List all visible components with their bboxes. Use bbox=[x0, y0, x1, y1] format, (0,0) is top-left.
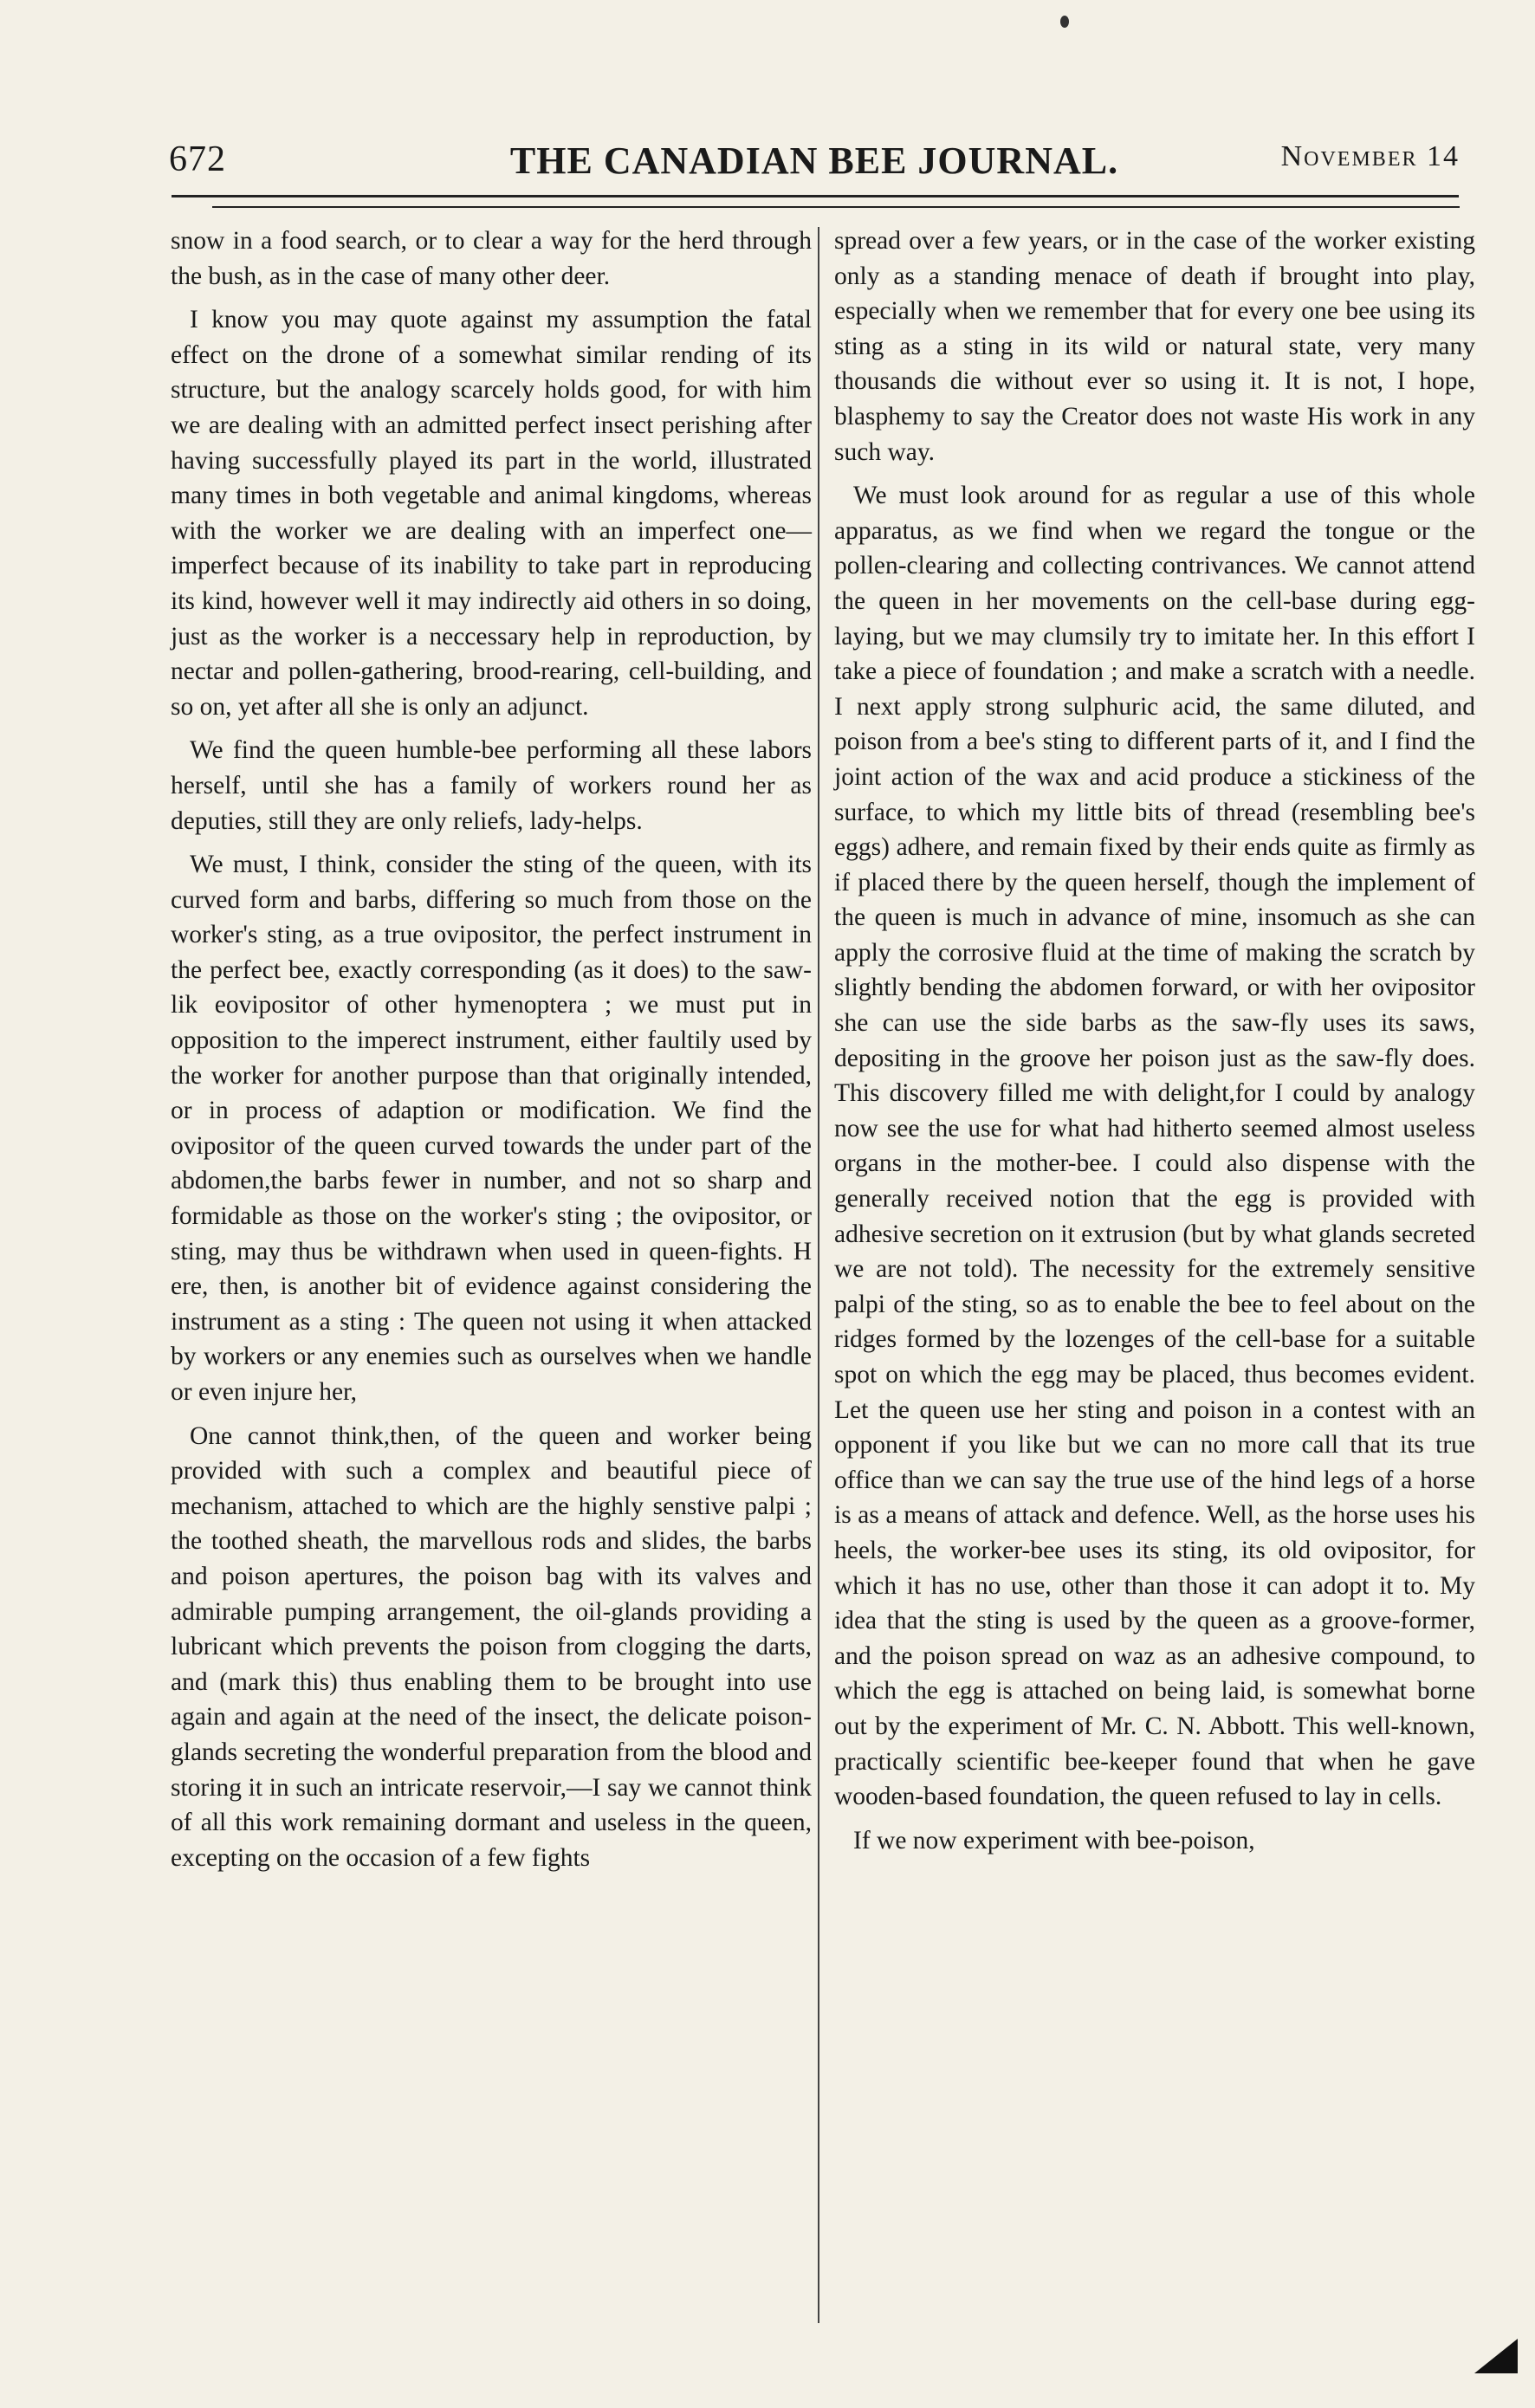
paragraph: We find the queen humble-bee performing all these labors herself, until she has a family of workers round her as deputies, still they are only reliefs, lady-helps. bbox=[171, 736, 812, 835]
paragraph: spread over a few years, or in the case of the worker existing only as a standing menace of death if brought into play, especially when we remember that for every one bee using its sting as a sting in its wild or natural state, very many thousands die without ever so using it. It is not, I hope, blasphemy to say the Creator does not waste His work in any such way. bbox=[834, 227, 1475, 466]
paragraph: If we now experiment with bee-poison, bbox=[853, 1826, 1255, 1855]
paragraph: I know you may quote against my assumption the fatal effect on the drone of a somewhat similar rending of its structure, but the analogy scarcely holds good, for with him we are dealing with an admitted perfect insect perishing after having successfully played its part in the world, illustrated many times in both vegetable and animal kingdoms, whereas with the worker we are dealing with an imperfect one—imperfect because of its inability to take part in reproducing its kind, however well it may indirectly aid others in so doing, just as the worker is a neccessary help in reproduction, by nectar and pollen-gathering, brood-rearing, cell-building, and so on, yet after all she is only an adjunct. bbox=[171, 306, 812, 721]
page-number: 672 bbox=[169, 139, 226, 179]
page-corner-mark bbox=[1474, 2339, 1518, 2373]
right-column bbox=[834, 223, 1475, 1858]
header-rule-secondary bbox=[212, 206, 1460, 208]
column-divider bbox=[818, 227, 819, 2323]
header-rule bbox=[172, 195, 1459, 197]
paragraph: We must look around for as regular a use of this whole apparatus, as we find when we regard the tongue or the pollen-clearing and collecting contrivances. We cannot attend the queen in her movements on the cell-base during egg-laying, but we may clumsily try to imitate her. In this effort I take a piece of foundation ; and make a scratch with a needle. I next apply strong sulphuric acid, the same diluted, and poison from a bee's sting to different parts of it, and I find the joint action of the wax and acid produce a stickiness of the surface, to which my little bits of thread (resembling bee's eggs) adhere, and remain fixed by their ends quite as firmly as if placed there by the queen herself, though the implement of the queen is much in advance of mine, insomuch as she can apply the corrosive fluid at the time of making the scratch by slightly bending the abdomen forward, or with her ovipositor she can use the side barbs as the saw-fly uses its saws, depositing in the groove her poison just as the saw-fly does. This discovery filled me with delight,for I could by analogy now see the use for what had hitherto seemed almost useless organs in the mother-bee. I could also dispense with the generally received notion that the egg is provided with adhesive secretion on it extrusion (but by what glands secreted we are not told). The necessity for the extremely sensitive palpi of the sting, so as to enable the bee to feel about on the ridges formed by the lozenges of the cell-base for a suitable spot on which the egg may be placed, thus becomes evident. Let the queen use her sting and poison in a contest with an opponent if you like but we can no more call that its true office than we can say the true use of the hind legs of a horse is as a means of attack and defence. Well, as the horse uses his heels, the worker-bee uses its sting, its old ovipositor, for which it has no use, other than those it can adopt it to. My idea that the sting is used by the queen as a groove-former, and the poison spread on waz as an adhesive compound, to which the egg is attached on being laid, is somewhat borne out by the experiment of Mr. C. N. Abbott. This well-known, practically scientific bee-keeper found that when he gave wooden-based foundation, the queen refused to lay in cells. bbox=[834, 482, 1475, 1811]
journal-title: THE CANADIAN BEE JOURNAL. bbox=[509, 139, 1119, 182]
left-column bbox=[171, 223, 812, 1875]
ink-speck bbox=[1060, 16, 1069, 28]
paragraph: One cannot think,then, of the queen and worker being provided with such a complex and beautiful piece of mechanism, attached to which are the highly senstive palpi ; the toothed sheath, the marvellous rods and slides, the barbs and poison apertures, the poison bag with its valves and admirable pumping arrangement, the oil-glands providing a lubricant which prevents the poison from clogging the darts, and (mark this) thus enabling them to be brought into use again and again at the need of the insect, the delicate poison-glands secreting the wonderful preparation from the blood and storing it in such an intricate reservoir,—I say we cannot think of all this work remaining dormant and useless in the queen, excepting on the occasion of a few fights bbox=[171, 1421, 812, 1872]
paragraph: We must, I think, consider the sting of the queen, with its curved form and barbs, differing so much from those on the worker's sting, as a true ovipositor, the perfect instrument in the perfect bee, exactly corresponding (as it does) to the saw-lik eovipositor of other hymenoptera ; we must put in opposition to the imperect instrument, either faultily used by the worker for another purpose than that originally intended, or in process of adaption or modification. We find the ovipositor of the queen curved towards the under part of the abdomen,the barbs fewer in number, and not so sharp and formidable as those on the worker's sting ; the ovipositor, or sting, may thus be withdrawn when used in queen-fights. H ere, then, is another bit of evidence against considering the instrument as a sting : The queen not using it when attacked by workers or any enemies such as ourselves when we handle or even injure her, bbox=[171, 851, 812, 1406]
page-header bbox=[169, 139, 1460, 191]
issue-date: November 14 bbox=[1280, 140, 1460, 172]
paragraph: snow in a food search, or to clear a way for the herd through the bush, as in the case of many other deer. bbox=[171, 227, 812, 290]
